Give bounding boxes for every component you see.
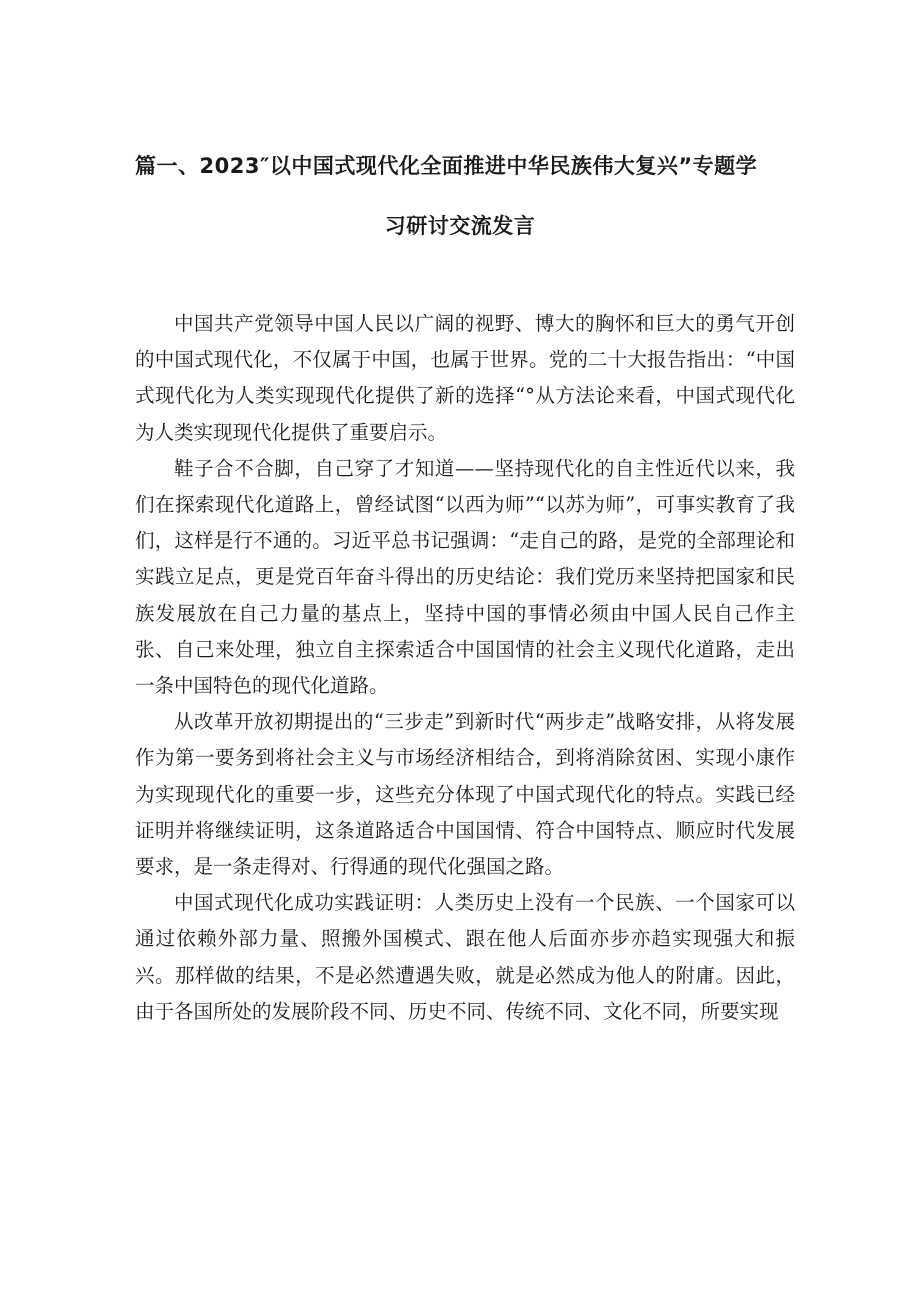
paragraph: 鞋子合不合脚，自己穿了才知道——坚持现代化的自主性近代以来，我们在探索现代化道路上，曾经试图“以西为师”“以苏为师”，可事实教育了我们，这样是行不通的。习近平总书记强调：“走自己的路，是党的全部理论和实践立足点，更是党百年奋斗得出的历史结论：我们党历来坚持把国家和民族发展放在自己力量的基点上，坚持中国的事情必须由中国人民自己作主张、自己来处理，独立自主探索适合中国国情的社会主义现代化道路，走出一条中国特色的现代化道路。 xyxy=(135,456,795,698)
document-body xyxy=(135,306,795,1030)
paragraph: 中国共产党领导中国人民以广阔的视野、博大的胸怀和巨大的勇气开创的中国式现代化，不仅属于中国，也属于世界。党的二十大报告指出：“中国式现代化为人类实现现代化提供了新的选择“°从方法论来看，中国式现代化为人类实现现代化提供了重要启示。 xyxy=(135,312,795,444)
document-title-line-1: 篇一、2023″以中国式现代化全面推进中华民族伟大复兴”专题学 xyxy=(135,154,758,178)
paragraph: 从改革开放初期提出的“三步走”到新时代“两步走”战略安排，从将发展作为第一要务到将社会主义与市场经济相结合，到将消除贫困、实现小康作为实现现代化的重要一步，这些充分体现了中国式现代化的特点。实践已经证明并将继续证明，这条道路适合中国国情、符合中国特点、顺应时代发展要求，是一条走得对、行得通的现代化强国之路。 xyxy=(135,710,795,879)
paragraph: 中国式现代化成功实践证明：人类历史上没有一个民族、一个国家可以通过依赖外部力量、照搬外国模式、跟在他人后面亦步亦趋实现强大和振兴。那样做的结果，不是必然遭遇失败，就是必然成为他人的附庸。因此，由于各国所处的发展阶段不同、历史不同、传统不同、文化不同，所要实现 xyxy=(135,891,795,1023)
document-title-line-2: 习研讨交流发言 xyxy=(384,214,536,238)
